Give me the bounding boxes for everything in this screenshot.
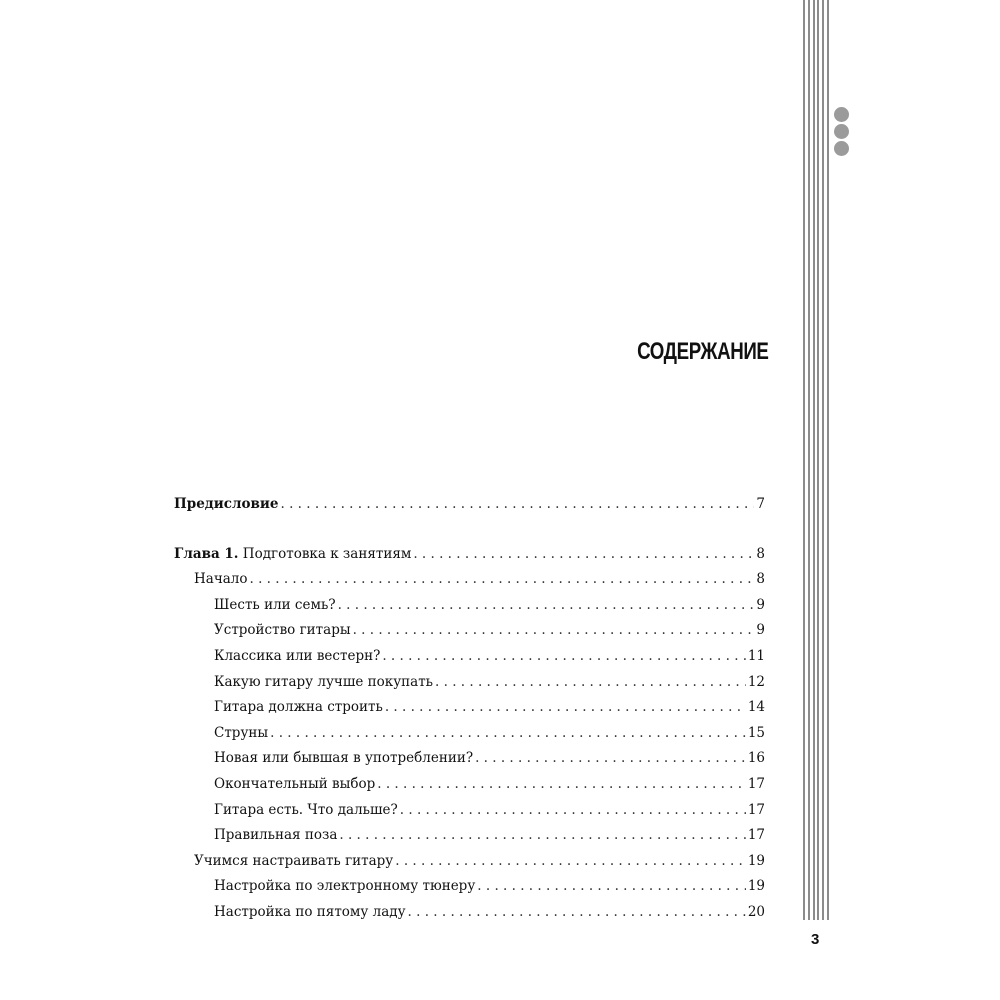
toc-entry-page: 8 <box>756 545 765 562</box>
toc-entry-label: Окончательный выбор <box>214 775 376 792</box>
string-line <box>803 0 805 920</box>
toc-entry[interactable] <box>174 878 765 904</box>
toc-entry[interactable] <box>174 674 765 700</box>
toc-entry-page: 17 <box>747 801 765 818</box>
toc-entry-label: Начало <box>194 571 248 588</box>
dot-leader <box>353 622 755 638</box>
toc-entry-label: Настройка по электронному тюнеру <box>214 878 476 895</box>
toc-entry[interactable] <box>174 827 765 853</box>
toc-entry-page: 17 <box>747 827 765 844</box>
string-line <box>808 0 810 920</box>
toc-entry-page: 9 <box>756 596 765 613</box>
toc-entry[interactable] <box>174 776 765 802</box>
dot-icon <box>834 107 849 122</box>
toc-entry-label: Настройка по пятому ладу <box>214 903 406 920</box>
toc-entry-label: Подготовка к занятиям <box>238 545 412 562</box>
toc-entry[interactable] <box>174 699 765 725</box>
table-of-contents <box>174 496 765 930</box>
toc-entry[interactable] <box>174 622 765 648</box>
toc-entry-label: Гитара есть. Что дальше? <box>214 801 398 818</box>
dot-leader <box>250 571 755 587</box>
dot-leader <box>377 776 746 792</box>
toc-entry-page: 14 <box>747 699 765 716</box>
toc-entry-page: 16 <box>747 750 765 767</box>
toc-entry[interactable] <box>174 725 765 751</box>
toc-entry[interactable] <box>174 750 765 776</box>
toc-entry-label: Шесть или семь? <box>214 596 336 613</box>
toc-entry-label: Классика или вестерн? <box>214 647 381 664</box>
string-line <box>817 0 819 920</box>
toc-entry-page: 11 <box>747 647 765 664</box>
chapter-number: Глава 1. <box>174 545 239 562</box>
string-line <box>822 0 824 920</box>
toc-entry-chapter-1[interactable] <box>174 546 765 572</box>
dot-leader <box>408 904 746 920</box>
string-line <box>813 0 815 920</box>
dot-icon <box>834 124 849 139</box>
toc-entry-label: Струны <box>214 724 269 741</box>
dot-leader <box>413 546 754 562</box>
dot-leader <box>270 725 746 741</box>
toc-entry[interactable] <box>174 597 765 623</box>
dot-leader <box>281 496 755 512</box>
toc-entry-label: Какую гитару лучше покупать <box>214 673 434 690</box>
toc-entry[interactable] <box>174 853 765 879</box>
dot-leader <box>477 878 746 894</box>
dot-leader <box>385 699 746 715</box>
dot-leader <box>339 827 745 843</box>
dot-leader <box>338 597 755 613</box>
toc-entry-page: 15 <box>747 724 765 741</box>
toc-entry-label: Устройство гитары <box>214 622 351 639</box>
toc-entry-label: Новая или бывшая в употреблении? <box>214 750 474 767</box>
toc-entry-page: 19 <box>747 852 765 869</box>
toc-entry-label: Гитара должна строить <box>214 699 383 716</box>
toc-entry[interactable] <box>174 904 765 930</box>
toc-entry-page: 7 <box>756 496 765 512</box>
toc-entry-page: 9 <box>756 622 765 639</box>
toc-entry-page: 17 <box>747 775 765 792</box>
dot-leader <box>400 802 746 818</box>
dot-icon <box>834 141 849 156</box>
toc-entry[interactable] <box>174 571 765 597</box>
toc-entry-page: 20 <box>747 903 765 920</box>
toc-entry-preface[interactable] <box>174 496 765 522</box>
toc-entry-page: 8 <box>756 571 765 588</box>
toc-entry[interactable] <box>174 648 765 674</box>
toc-entry-label: Правильная поза <box>214 827 338 844</box>
toc-entry-label: Предисловие <box>174 496 279 512</box>
toc-entry-page: 12 <box>747 673 765 690</box>
dot-leader <box>475 750 746 766</box>
toc-entry-page: 19 <box>747 878 765 895</box>
toc-entry-label: Учимся настраивать гитару <box>194 852 394 869</box>
page-title: СОДЕРЖАНИЕ <box>636 338 768 365</box>
decorative-guitar-strings <box>803 0 829 920</box>
dot-leader <box>435 674 746 690</box>
toc-entry[interactable] <box>174 802 765 828</box>
decorative-dots <box>834 107 849 156</box>
dot-leader <box>395 853 746 869</box>
string-line <box>827 0 829 920</box>
dot-leader <box>382 648 745 664</box>
page-number: 3 <box>811 931 820 948</box>
